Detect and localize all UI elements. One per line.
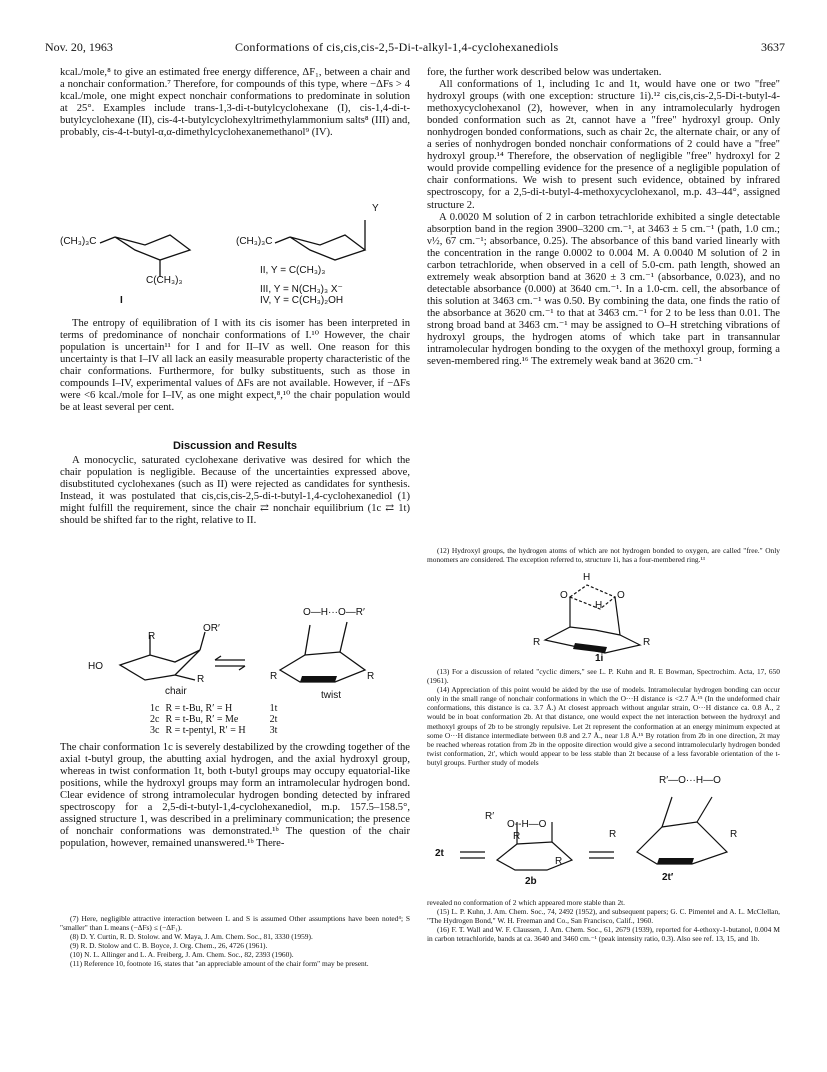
label-twist: twist xyxy=(321,690,341,701)
footnote-13: (13) For a discussion of related "cyclic dimers," see L. P. Kuhn and R. E Bowman, Spectrochim. Acta, 17, 650 (1961). xyxy=(427,667,780,686)
footnote-8: (8) D. Y. Curtin, R. D. Stolow. and W. Maya, J. Am. Chem. Soc., 81, 3330 (1959). xyxy=(70,932,313,942)
left-paragraph-3: A monocyclic, saturated cyclohexane derivative was desired for which the chair population is negligible. Because of the uncertainties expressed above, disubstituted cyclohexanes (such as II) were rejected as candidates for synthesis. Instead, it was postulated that cis,cis,cis-2,5-di-t-butyl-1,4-cyclohexanediol (1) might fulfill the requirement, since the chair ⇄ nonchair equilibrium (1c ⇄ 1t) should be shifted far to the right, relative to II. xyxy=(60,455,410,527)
right-footnotes-2 xyxy=(427,898,780,943)
structure-2t-2b-drawing xyxy=(427,772,780,892)
structure-chair-twist xyxy=(85,607,405,705)
chair-twist-drawing xyxy=(85,610,405,705)
label-2b-ohO: O--H—O xyxy=(507,819,547,830)
label-2tp-r-left: R xyxy=(609,829,617,840)
label-chair: chair xyxy=(165,686,187,697)
label-2tp-top: R′—O···H—O xyxy=(659,775,721,786)
label-1i-o-right: O xyxy=(617,590,625,601)
structure-1i-drawing xyxy=(525,575,675,665)
label-1i-o-left: O xyxy=(560,590,568,601)
header-date: Nov. 20, 1963 xyxy=(45,40,113,54)
label-1i-h-mid: H xyxy=(595,600,603,611)
label-r-top: R xyxy=(148,631,156,642)
left-paragraph-1: kcal./mole,⁸ to give an estimated free energy difference, ΔF₁, between a chair and a nonchair conformation.⁷ Therefore, for compounds of this type, where −ΔFs > 4 kcal./mole, one might expect nonchair conformations to predominate in solution at 25°. Examples include trans-1,3-di-t-butylcyclohexane (I), cis-1,4-di-t-butylcyclohexane (II), cis-4-t-butylcyclohexyltrimethylammonium salts⁸ (III) and, probably, cis-4-t-butyl-α,α-dimethylcyclohexanemethanol⁹ (IV). xyxy=(60,67,410,139)
label-1i-r-left: R xyxy=(533,637,541,648)
table-row: 2c R = t-Bu, R′ = Me 2t xyxy=(150,714,278,725)
cyclohexane-chair-drawings xyxy=(60,215,410,315)
label-compound-i: I xyxy=(120,295,123,306)
footnote-9: (9) R. D. Stolow and C. B. Boyce, J. Org. Chem., 26, 4726 (1961). xyxy=(70,941,268,951)
footnote-10: (10) N. L. Allinger and L. A. Freiberg, J. Am. Chem. Soc., 82, 2393 (1960). xyxy=(70,950,294,960)
label-ohor: O—H···O—R′ xyxy=(303,607,365,618)
right-footnotes xyxy=(427,667,780,767)
label-r-twist-right: R xyxy=(367,671,375,682)
footnote-11: (11) Reference 10, footnote 16, states that "an appreciable amount of the chair form" may be present. xyxy=(70,959,369,969)
section-heading: Discussion and Results xyxy=(172,440,298,452)
structure-1i xyxy=(525,572,675,665)
structure-i-iv xyxy=(60,203,410,315)
label-y: Y xyxy=(372,203,379,214)
label-r-chair: R xyxy=(197,674,205,685)
right-paragraph-1: fore, the further work described below was undertaken. All conformations of 1, including 1c and 1t, would have one or two "free" hydroxyl groups (with one exception: structure 1i).¹² cis,cis,cis-2,5-Di-t-butyl-4-methoxycyclohexanol (2), however, when in any intramolecularly hydrogen bonded conformation such as 2t, cannot have a "free" hydroxyl group. Only nonhydrogen bonded conformations, such as chair 2c, the alternate chair, or any of a series of nonhydrogen bonded nonchair conformations of 2 could have a "free" hydroxyl group.¹⁴ Therefore, the observation of negligible "free" hydroxyl for 2 would provide compelling evidence for the presence of a negligible population of chair conformations. We wish to present such evidence, obtained by infrared spectroscopy, for a 2,5-di-t-butyl-4-methoxycyclohexanol, m.p. 43–44°, assigned structure 2. A 0.0020 M solution of 2 in carbon tetrachloride exhibited a single detectable absorption band in the region 3900–3200 cm.⁻¹, at 3463 ± 5 cm.⁻¹ (path, 1.0 cm.; ν½, 67 cm.⁻¹; absorbance, 0.25). The absorbance of this band varied linearly with the concentration in the range 0.0002 to 0.004 M. A 0.0040 M solution of 2 in carbon tetrachloride, when observed in a cell of 5.0-cm. path length, showed an extremely weak absorption band at 3620 ± 3 cm.⁻¹ (absorbance, 0.023), and no detectable absorbance (0.000) at 3640 cm.⁻¹. In a 1.0-cm. cell, the absorbance of this solution at 3463 cm.⁻¹ was 0.50. By combining the data, one finds the ratio of the absorbance at 3620 cm.⁻¹ to that at 3463 cm.⁻¹ for 2 to be less than 0.01. The strong broad band at 3463 cm.⁻¹ may be assigned to O–H stretching vibrations of hydroxyl groups, the hydrogen atoms of which take part in transannular intramolecular hydrogen bonding to the oxygen of the methoxyl group, forming a seven-membered ring.¹⁶ The extremely weak band at 3620 cm.⁻¹ xyxy=(427,67,780,368)
label-1i: 1i xyxy=(595,653,604,664)
footnote-12: (12) Hydroxyl groups, the hydrogen atoms of which are not hydrogen bonded to oxygen, are called "free." Only monomers are considered. The exception referred to, structure 1i, has a four-membered ring.¹³ xyxy=(427,546,780,565)
footnote-14-cont: revealed no conformation of 2 which appeared more stable than 2t. xyxy=(427,898,626,907)
left-paragraph-4: The chair conformation 1c is severely destabilized by the crowding together of the axial t-butyl group, the abutting axial hydrogen, and the axial hydroxyl group, whereas in twist conformation 1t, both t-butyl groups may occupy equatorial-like positions, while the hydroxyl groups may form an intramolecular hydrogen bond. Clear evidence of strong intramolecular hydrogen bonding detected by infrared spectroscopy for a 2,5-di-t-butyl-1,4-cyclohexanediol, m.p. 157.5–158.5°, assigned structure 1, was described in a preliminary communication; the presence of nonchair conformations was demonstrated.¹ᵇ The question of the chair population, however, remained unanswered.¹ᵇ There- xyxy=(60,742,410,850)
label-c-ch3-3: C(CH₃)₃ xyxy=(146,275,183,286)
left-footnotes xyxy=(60,914,410,969)
label-1i-r-right: R xyxy=(643,637,651,648)
footnote-16: (16) F. T. Wall and W. F. Claussen, J. Am. Chem. Soc., 61, 2679 (1939), reported for 4-ethoxy-1-butanol, 0.004 M in carbon tetrachloride, bands at ca. 3640 and 3460 cm.⁻¹ (peak intensity ratio, 0.3). Also see ref. 13, 15, and 1b. xyxy=(427,925,780,944)
left-paragraph-2: The entropy of equilibration of I with its cis isomer has been interpreted in terms of predominance of nonchair conformations of I.¹⁰ However, the chair population is uncertain¹¹ for I and for II–IV as well. One reason for this uncertainty is that I–IV all lack an easily measurable property characteristic of the chair conformations. Furthermore, for bulky substituents, such as those in compounds I–IV, experimental values of ΔFs are not available. However, if −ΔFs were <6 kcal./mole for I–IV, as one might expect,⁸,¹⁰ the chair population would be at least several per cent. xyxy=(60,318,410,414)
label-2t: 2t xyxy=(435,848,444,859)
label-2b-r-prime: R′ xyxy=(485,811,495,822)
label-2b: 2b xyxy=(525,876,537,887)
label-r-twist-left: R xyxy=(270,671,278,682)
header-title: Conformations of cis,cis,cis-2,5-Di-t-alkyl-1,4-cyclohexanediols xyxy=(235,40,559,54)
label-or-prime: OR′ xyxy=(203,623,220,634)
label-2t-prime: 2t′ xyxy=(662,872,674,883)
label-ch3-3c-left: (CH₃)₃C xyxy=(60,236,97,247)
label-iv: IV, Y = C(CH₃)₂OH xyxy=(260,295,344,306)
label-iii: III, Y = N(CH₃)₃ X⁻ xyxy=(260,284,343,295)
footnote-7: (7) Here, negligible attractive interaction between L and S is assumed Other assumptions have been noted⁴; S "smaller" than L means (−ΔFs) ≤ (−ΔF₁). xyxy=(60,914,410,933)
label-ho: HO xyxy=(88,661,103,672)
table-row: 3c R = t-pentyl, R′ = H 3t xyxy=(150,725,278,736)
label-2tp-r-right: R xyxy=(730,829,738,840)
footnote-15: (15) L. P. Kuhn, J. Am. Chem. Soc., 74, 2492 (1952), and subsequent papers; G. C. Pimentel and A. L. McClellan, "The Hydrogen Bond," W. H. Freeman and Co., San Francisco, Calif., 1960. xyxy=(427,907,780,926)
structure-2t-2b xyxy=(427,772,780,892)
footnote-14: (14) Appreciation of this point would be aided by the use of models. Intramolecular hydrogen bonding can occur only in the small range of nonchair conformations in which the O···H distance is <2.7 Å.¹⁵ (In the undeformed chair conformations, this distance is ca. 3.7 Å.) At closest approach without angular strain, O···H distance ca. 0.8 Å., 2 would be in boat conformation 2b. At that distance, one would expect the net interaction between the hydroxyl and methoxyl groups of 2b to be strongly repulsive. Let 2t represent the conformation at an energy minimum expected at some O···H distance intermediate between 0.8 and 2.7 Å., near 1.8 Å.¹⁵ By rotation from 2b in one direction, 2t may be reached whereas rotation from 2b in the opposite direction would give a second intramolecularly hydrogen bonded twist conformation, 2t′, which would appear to be less stable than 2t because of a less favorable orientation of the t-butyl groups. Further study of models xyxy=(427,685,780,767)
label-ii: II, Y = C(CH₃)₃ xyxy=(260,265,326,276)
label-2b-r-right: R xyxy=(555,856,563,867)
page-number: 3637 xyxy=(761,40,785,54)
label-1i-h-top: H xyxy=(583,572,591,583)
conformer-table xyxy=(150,703,283,736)
label-2b-r: R xyxy=(513,831,521,842)
table-row: 1c R = t-Bu, R′ = H 1t xyxy=(150,703,278,714)
label-ch3-3c-right: (CH₃)₃C xyxy=(236,236,273,247)
page-header xyxy=(45,40,785,58)
